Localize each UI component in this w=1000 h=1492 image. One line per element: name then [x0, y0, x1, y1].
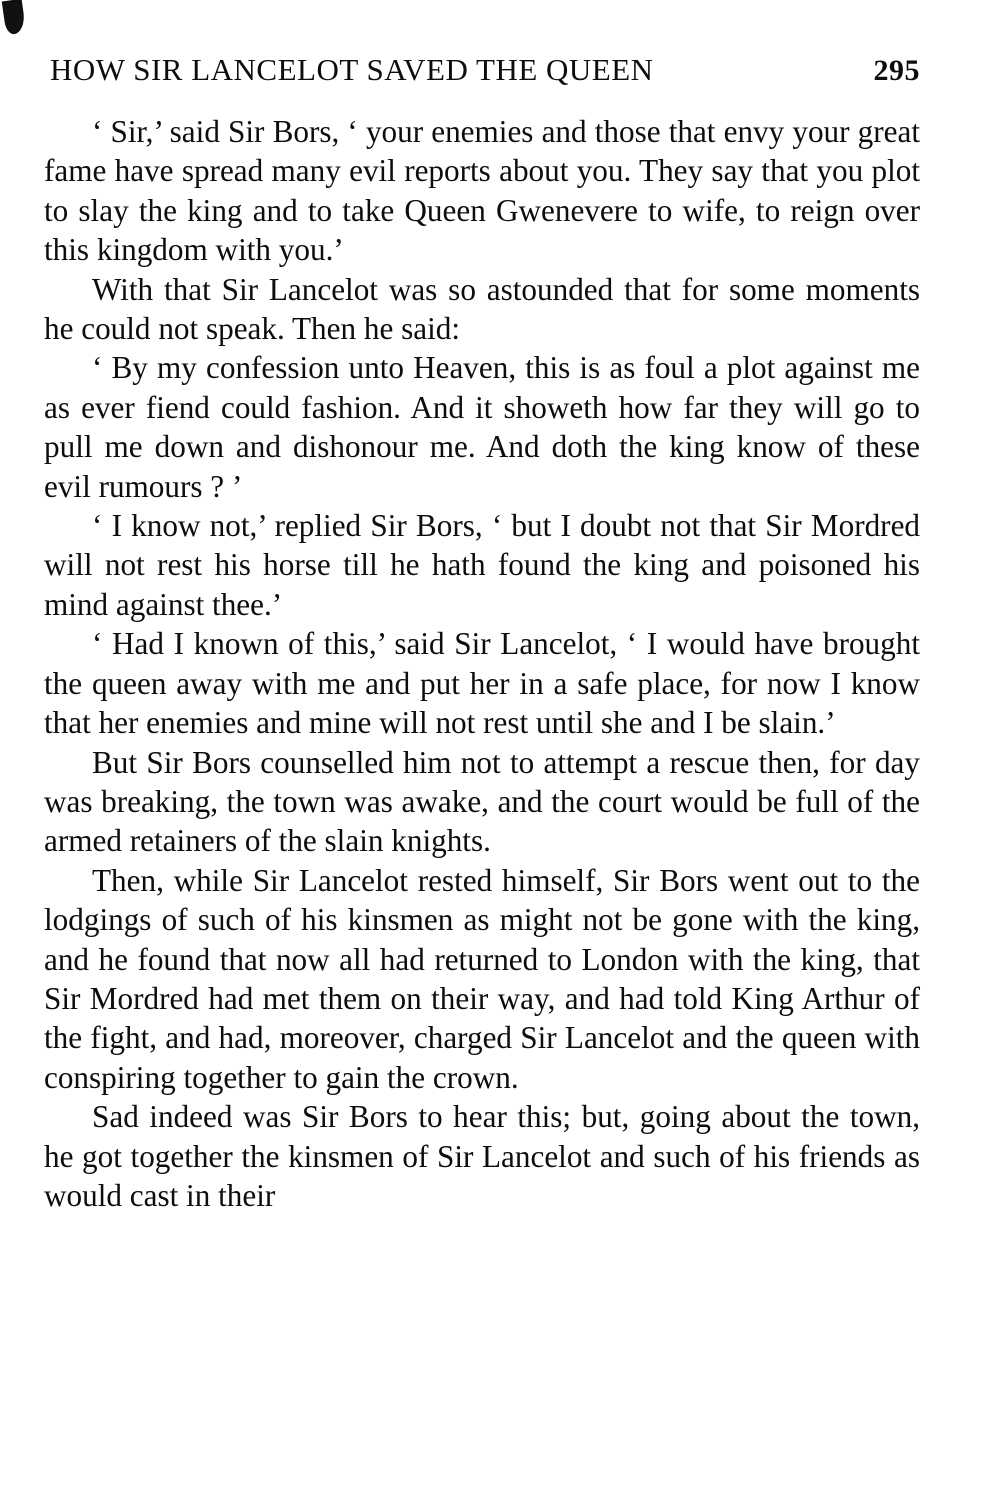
running-header — [50, 52, 920, 96]
paragraph: ‘ Sir,’ said Sir Bors, ‘ your enemies and those that envy your great fame have spread many evil reports about you. They say that you plot to slay the king and to take Queen Gwenevere to wife, to reign over this kingdom with you.’ — [44, 114, 920, 268]
ink-blot — [2, 0, 27, 35]
chapter-running-title: HOW SIR LANCELOT SAVED THE QUEEN — [50, 52, 654, 87]
paragraph: But Sir Bors counselled him not to attempt a rescue then, for day was breaking, the town was awake, and the court would be full of the armed retainers of the slain knights. — [44, 744, 920, 859]
paragraph: ‘ I know not,’ replied Sir Bors, ‘ but I doubt not that Sir Mordred will not rest his horse till he hath found the king and poisoned his mind against thee.’ — [44, 508, 920, 622]
paragraph: ‘ Had I known of this,’ said Sir Lancelot, ‘ I would have brought the queen away with me and put her in a safe place, for now I know that her enemies and mine will not rest until she and I be slain.’ — [44, 626, 920, 741]
paragraph: ‘ By my confession unto Heaven, this is as foul a plot against me as ever fiend could fashion. And it showeth how far they will go to pull me down and dishonour me. And doth the king know of these evil rumours ? ’ — [44, 350, 920, 504]
paragraph: Sad indeed was Sir Bors to hear this; but, going about the town, he got together the kinsmen of Sir Lancelot and such of his friends as would cast in their — [44, 1099, 920, 1213]
page-number: 295 — [873, 54, 920, 87]
paragraph: With that Sir Lancelot was so astounded that for some moments he could not speak. Then he said: — [44, 271, 920, 347]
paragraph: Then, while Sir Lancelot rested himself, Sir Bors went out to the lodgings of such of his kinsmen as might not be gone with the king, and he found that now all had returned to London with the king, that Sir Mordred had met them on their way, and had told King Arthur of the fight, and had, moreover, charged Sir Lancelot and the queen with conspiring together to gain the crown. — [44, 862, 920, 1095]
body-text — [44, 112, 920, 1215]
